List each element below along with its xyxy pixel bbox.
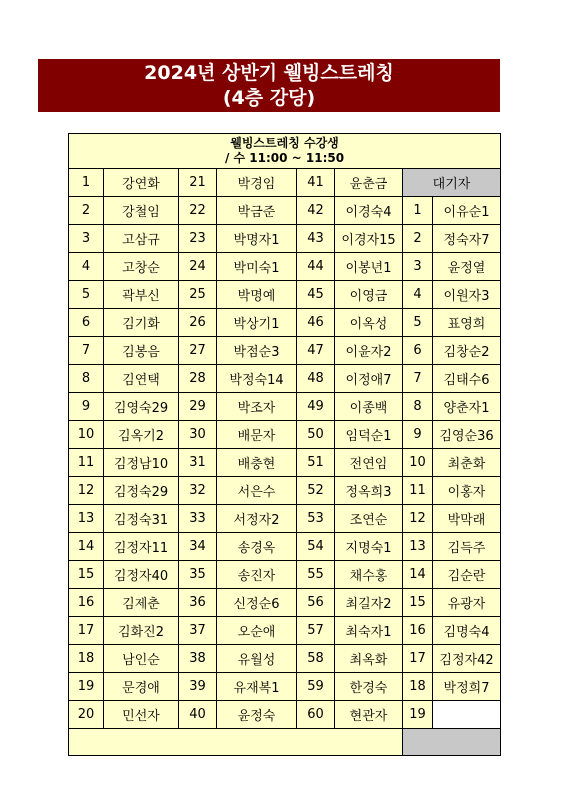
student-name: 이정애7: [335, 365, 403, 393]
student-number: 33: [179, 505, 217, 533]
table-footer-row: [69, 729, 501, 756]
student-name: 박조자: [217, 393, 297, 421]
student-number: 49: [297, 393, 335, 421]
student-name: 이경자15: [335, 225, 403, 253]
waitlist-name: 정숙자7: [433, 225, 501, 253]
waitlist-name: 양춘자1: [433, 393, 501, 421]
student-name: 최길자2: [335, 589, 403, 617]
table-header-row: [69, 134, 501, 169]
student-name: 고삼규: [104, 225, 179, 253]
student-name: 김옥기2: [104, 421, 179, 449]
student-name: 한경숙: [335, 673, 403, 701]
student-number: 22: [179, 197, 217, 225]
student-name: 서정자2: [217, 505, 297, 533]
student-number: 20: [69, 701, 104, 729]
waitlist-number: 19: [403, 701, 433, 729]
student-name: 박점순3: [217, 337, 297, 365]
student-name: 고창순: [104, 253, 179, 281]
student-name: 최숙자1: [335, 617, 403, 645]
student-name: 오순애: [217, 617, 297, 645]
waitlist-number: 14: [403, 561, 433, 589]
student-number: 27: [179, 337, 217, 365]
student-name: 박경임: [217, 169, 297, 197]
student-number: 39: [179, 673, 217, 701]
student-number: 53: [297, 505, 335, 533]
table-row: [69, 617, 501, 645]
student-name: 이종백: [335, 393, 403, 421]
student-name: 김영숙29: [104, 393, 179, 421]
student-number: 28: [179, 365, 217, 393]
student-number: 23: [179, 225, 217, 253]
student-number: 15: [69, 561, 104, 589]
waitlist-name: 김영순36: [433, 421, 501, 449]
student-number: 10: [69, 421, 104, 449]
roster-table: [68, 133, 501, 756]
waitlist-number: 4: [403, 281, 433, 309]
student-name: 김봉음: [104, 337, 179, 365]
student-number: 42: [297, 197, 335, 225]
student-number: 56: [297, 589, 335, 617]
student-number: 14: [69, 533, 104, 561]
student-name: 송경옥: [217, 533, 297, 561]
student-name: 전연임: [335, 449, 403, 477]
student-name: 정옥희3: [335, 477, 403, 505]
student-name: 김정숙31: [104, 505, 179, 533]
footer-waitlist-blank-cell: [403, 729, 501, 756]
table-header: [69, 134, 501, 169]
student-name: 배문자: [217, 421, 297, 449]
student-number: 34: [179, 533, 217, 561]
waitlist-number: 10: [403, 449, 433, 477]
student-number: 24: [179, 253, 217, 281]
waitlist-name: 이원자3: [433, 281, 501, 309]
student-number: 48: [297, 365, 335, 393]
student-number: 2: [69, 197, 104, 225]
student-number: 36: [179, 589, 217, 617]
student-name: 김정자40: [104, 561, 179, 589]
student-name: 신정순6: [217, 589, 297, 617]
student-number: 31: [179, 449, 217, 477]
waitlist-number: 2: [403, 225, 433, 253]
student-number: 8: [69, 365, 104, 393]
student-number: 16: [69, 589, 104, 617]
table-row: [69, 701, 501, 729]
student-number: 45: [297, 281, 335, 309]
table-row: [69, 393, 501, 421]
student-number: 37: [179, 617, 217, 645]
student-name: 김기화: [104, 309, 179, 337]
waitlist-name: 김태수6: [433, 365, 501, 393]
table-row: [69, 365, 501, 393]
student-number: 6: [69, 309, 104, 337]
student-name: 이봉년1: [335, 253, 403, 281]
student-number: 1: [69, 169, 104, 197]
table-row: [69, 421, 501, 449]
footer-blank-cell: [69, 729, 403, 756]
table-row: [69, 533, 501, 561]
student-number: 38: [179, 645, 217, 673]
student-number: 46: [297, 309, 335, 337]
student-number: 29: [179, 393, 217, 421]
student-number: 50: [297, 421, 335, 449]
student-name: 송진자: [217, 561, 297, 589]
student-name: 김정남10: [104, 449, 179, 477]
student-number: 18: [69, 645, 104, 673]
waitlist-name: 이유순1: [433, 197, 501, 225]
table-row: [69, 309, 501, 337]
waitlist-name: 유광자: [433, 589, 501, 617]
waitlist-name: 김명숙4: [433, 617, 501, 645]
student-name: 배충현: [217, 449, 297, 477]
waitlist-name: 김순란: [433, 561, 501, 589]
student-name: 현관자: [335, 701, 403, 729]
student-number: 5: [69, 281, 104, 309]
student-number: 35: [179, 561, 217, 589]
waitlist-name: 박정희7: [433, 673, 501, 701]
title-banner: [38, 59, 500, 112]
waitlist-number: 5: [403, 309, 433, 337]
student-number: 52: [297, 477, 335, 505]
student-number: 54: [297, 533, 335, 561]
student-number: 51: [297, 449, 335, 477]
student-name: 이윤자2: [335, 337, 403, 365]
student-number: 7: [69, 337, 104, 365]
student-name: 곽부신: [104, 281, 179, 309]
student-name: 김제춘: [104, 589, 179, 617]
header-schedule: / 수 11:00 ~ 11:50: [224, 151, 345, 165]
student-name: 지명숙1: [335, 533, 403, 561]
banner-location: (4층 강당): [222, 87, 316, 109]
student-number: 17: [69, 617, 104, 645]
student-number: 4: [69, 253, 104, 281]
student-name: 박상기1: [217, 309, 297, 337]
waitlist-name: 김창순2: [433, 337, 501, 365]
student-number: 43: [297, 225, 335, 253]
waitlist-number: 8: [403, 393, 433, 421]
waitlist-number: 7: [403, 365, 433, 393]
student-name: 이영금: [335, 281, 403, 309]
student-number: 9: [69, 393, 104, 421]
student-name: 문경애: [104, 673, 179, 701]
waitlist-number: 9: [403, 421, 433, 449]
student-name: 최옥화: [335, 645, 403, 673]
waitlist-name: [433, 701, 501, 729]
table-row: [69, 589, 501, 617]
student-name: 강철임: [104, 197, 179, 225]
waitlist-number: 18: [403, 673, 433, 701]
student-number: 30: [179, 421, 217, 449]
waitlist-label: 대기자: [403, 169, 501, 197]
table-row: [69, 337, 501, 365]
student-number: 47: [297, 337, 335, 365]
student-number: 44: [297, 253, 335, 281]
waitlist-name: 표영희: [433, 309, 501, 337]
waitlist-number: 16: [403, 617, 433, 645]
student-name: 윤정숙: [217, 701, 297, 729]
waitlist-name: 이홍자: [433, 477, 501, 505]
student-number: 13: [69, 505, 104, 533]
waitlist-number: 11: [403, 477, 433, 505]
waitlist-number: 3: [403, 253, 433, 281]
student-name: 민선자: [104, 701, 179, 729]
waitlist-name: 김득주: [433, 533, 501, 561]
table-row: [69, 477, 501, 505]
student-number: 55: [297, 561, 335, 589]
student-name: 김정숙29: [104, 477, 179, 505]
table-row: [69, 197, 501, 225]
student-number: 19: [69, 673, 104, 701]
student-number: 57: [297, 617, 335, 645]
waitlist-number: 15: [403, 589, 433, 617]
student-name: 박금준: [217, 197, 297, 225]
student-name: 유월성: [217, 645, 297, 673]
student-number: 32: [179, 477, 217, 505]
waitlist-number: 17: [403, 645, 433, 673]
student-name: 조연순: [335, 505, 403, 533]
student-number: 21: [179, 169, 217, 197]
student-name: 유재복1: [217, 673, 297, 701]
table-row: [69, 673, 501, 701]
waitlist-name: 윤정열: [433, 253, 501, 281]
waitlist-number: 6: [403, 337, 433, 365]
student-number: 12: [69, 477, 104, 505]
student-number: 59: [297, 673, 335, 701]
student-name: 박명예: [217, 281, 297, 309]
student-number: 60: [297, 701, 335, 729]
student-name: 김연택: [104, 365, 179, 393]
student-number: 40: [179, 701, 217, 729]
student-name: 서은수: [217, 477, 297, 505]
banner-title: 2024년 상반기 웰빙스트레칭: [144, 62, 394, 84]
student-name: 임덕순1: [335, 421, 403, 449]
student-name: 이경숙4: [335, 197, 403, 225]
student-name: 박명자1: [217, 225, 297, 253]
table-row: [69, 281, 501, 309]
table-row: [69, 645, 501, 673]
student-name: 채수홍: [335, 561, 403, 589]
waitlist-number: 12: [403, 505, 433, 533]
waitlist-name: 김정자42: [433, 645, 501, 673]
waitlist-name: 박막래: [433, 505, 501, 533]
student-name: 김정자11: [104, 533, 179, 561]
student-number: 41: [297, 169, 335, 197]
waitlist-number: 13: [403, 533, 433, 561]
student-name: 강연화: [104, 169, 179, 197]
student-number: 26: [179, 309, 217, 337]
table-row: [69, 169, 501, 197]
student-name: 남인순: [104, 645, 179, 673]
student-number: 25: [179, 281, 217, 309]
table-row: [69, 225, 501, 253]
table-row: [69, 561, 501, 589]
waitlist-number: 1: [403, 197, 433, 225]
table-row: [69, 449, 501, 477]
table-row: [69, 505, 501, 533]
student-name: 박미숙1: [217, 253, 297, 281]
student-number: 11: [69, 449, 104, 477]
student-name: 이옥성: [335, 309, 403, 337]
student-name: 윤춘금: [335, 169, 403, 197]
student-number: 58: [297, 645, 335, 673]
header-title: 웰빙스트레칭 수강생: [230, 136, 339, 150]
student-name: 박정숙14: [217, 365, 297, 393]
student-number: 3: [69, 225, 104, 253]
table-row: [69, 253, 501, 281]
waitlist-name: 최춘화: [433, 449, 501, 477]
student-name: 김화진2: [104, 617, 179, 645]
